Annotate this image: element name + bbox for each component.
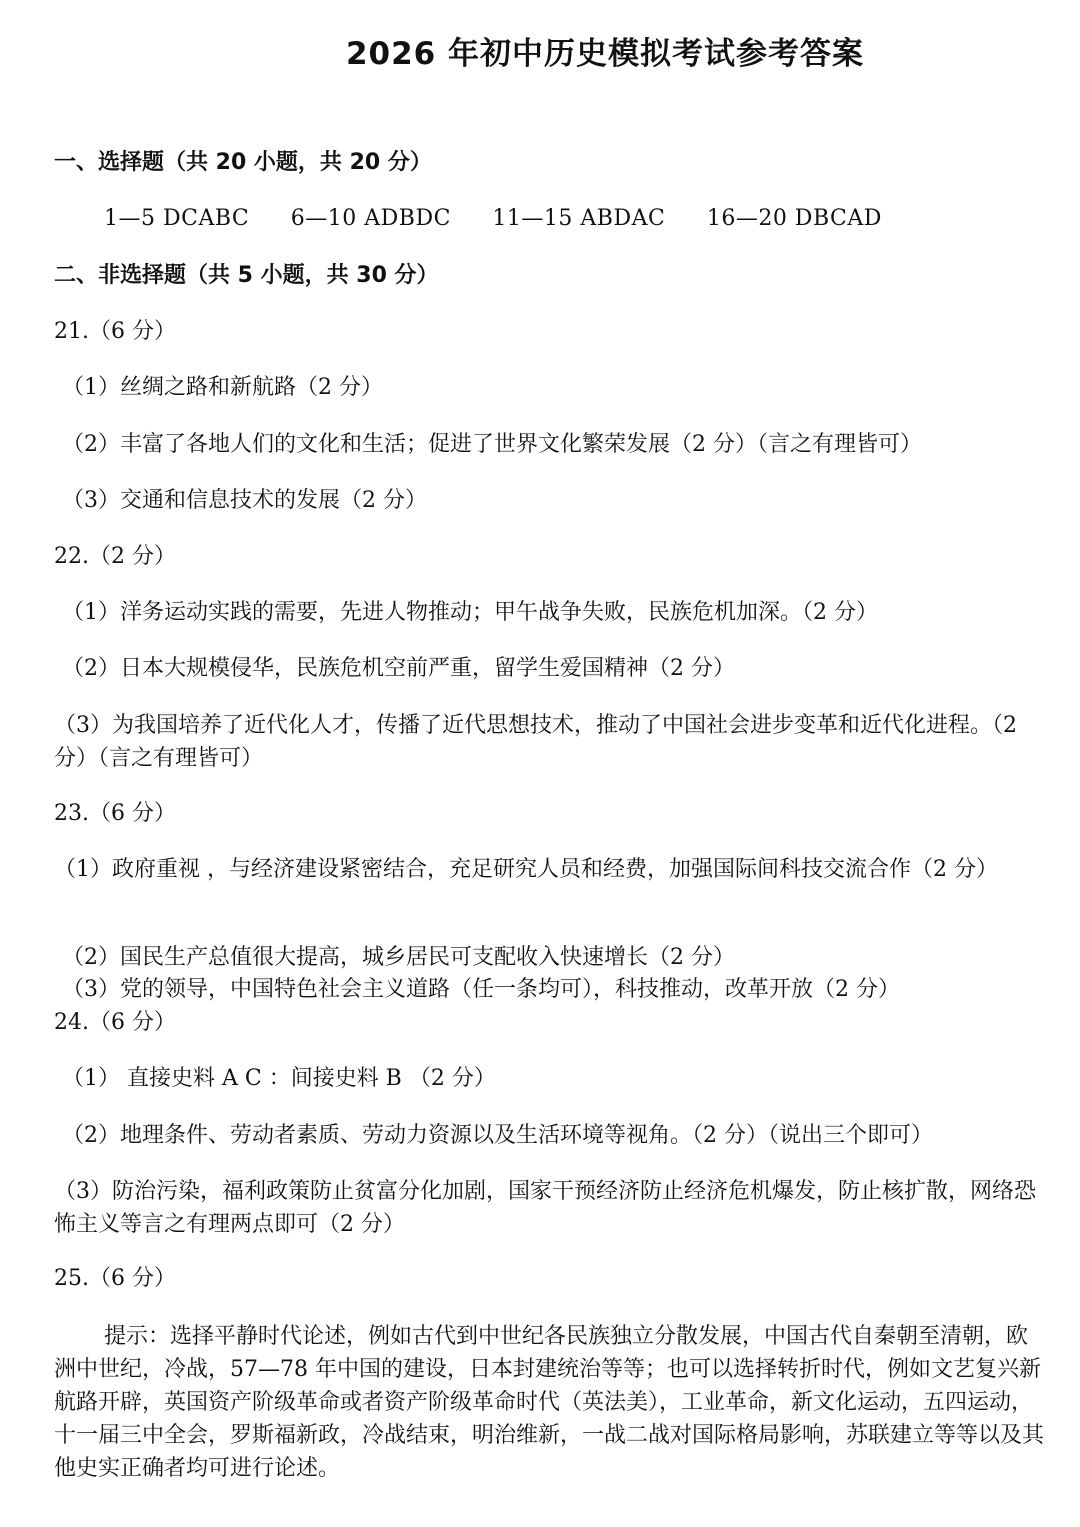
- q22-answer-3: （3）为我国培养了近代化人才，传播了近代思想技术，推动了中国社会进步变革和近代化进程。（2 分）（言之有理皆可）: [54, 713, 1017, 771]
- q23-answer-1: （1）政府重视 ，与经济建设紧密结合，充足研究人员和经费，加强国际间科技交流合作（2 分）: [54, 857, 998, 882]
- q24-answer-2: （2）地理条件、劳动者素质、劳动力资源以及生活环境等视角。（2 分）（说出三个即可）: [62, 1123, 933, 1148]
- answer-group-1-5: 1—5 DCABC: [104, 206, 250, 231]
- q24-label: 24.（6 分）: [54, 1010, 176, 1035]
- q24-answer-1: （1） 直接史料 A C ：间接史料 B （2 分）: [62, 1066, 496, 1091]
- q21-label: 21.（6 分）: [54, 319, 176, 344]
- q21-answer-1: （1）丝绸之路和新航路（2 分）: [62, 375, 383, 400]
- section1-heading: 一、选择题（共 20 小题，共 20 分）: [54, 150, 432, 175]
- q22-label: 22.（2 分）: [54, 544, 176, 569]
- answer-group-6-10: 6—10 ADBDC: [290, 206, 451, 231]
- q21-answer-3: （3）交通和信息技术的发展（2 分）: [62, 488, 427, 513]
- q23-answer-3: （3）党的领导，中国特色社会主义道路（任一条均可），科技推动，改革开放（2 分）: [62, 977, 900, 1002]
- q23-label: 23.（6 分）: [54, 801, 176, 826]
- section2-heading: 二、非选择题（共 5 小题，共 30 分）: [54, 263, 439, 288]
- answer-group-16-20: 16—20 DBCAD: [706, 206, 882, 231]
- multiple-choice-answers: [104, 202, 1080, 235]
- q24-answer-3: （3）防治污染，福利政策防止贫富分化加剧，国家干预经济防止经济危机爆发，防止核扩散，网络恐怖主义等言之有理两点即可（2 分）: [54, 1179, 1037, 1237]
- page-title: 2026 年初中历史模拟考试参考答案: [345, 36, 865, 72]
- q25-label: 25.（6 分）: [54, 1266, 176, 1291]
- answer-group-11-15: 11—15 ABDAC: [492, 206, 666, 231]
- q22-answer-2: （2）日本大规模侵华，民族危机空前严重，留学生爱国精神（2 分）: [62, 656, 735, 681]
- q21-answer-2: （2）丰富了各地人们的文化和生活；促进了世界文化繁荣发展（2 分）（言之有理皆可）: [62, 432, 922, 457]
- q22-answer-1: （1）洋务运动实践的需要，先进人物推动；甲午战争失败，民族危机加深。（2 分）: [62, 600, 878, 625]
- q23-answer-2: （2）国民生产总值很大提高，城乡居民可支配收入快速增长（2 分）: [62, 945, 735, 970]
- q25-hint: 提示：选择平静时代论述，例如古代到中世纪各民族独立分散发展，中国古代自秦朝至清朝，欧洲中世纪，冷战，57—78 年中国的建设，日本封建统治等等；也可以选择转折时代，例如文艺复兴新航路开辟，英国资产阶级革命或者资产阶级革命时代（英法美），工业革命，新文化运动，五四运动，十一届三中全会，罗斯福新政，冷战结束，明治维新，一战二战对国际格局影响，苏联建立等等以及其他史实正确者均可进行论述。: [54, 1324, 1045, 1481]
